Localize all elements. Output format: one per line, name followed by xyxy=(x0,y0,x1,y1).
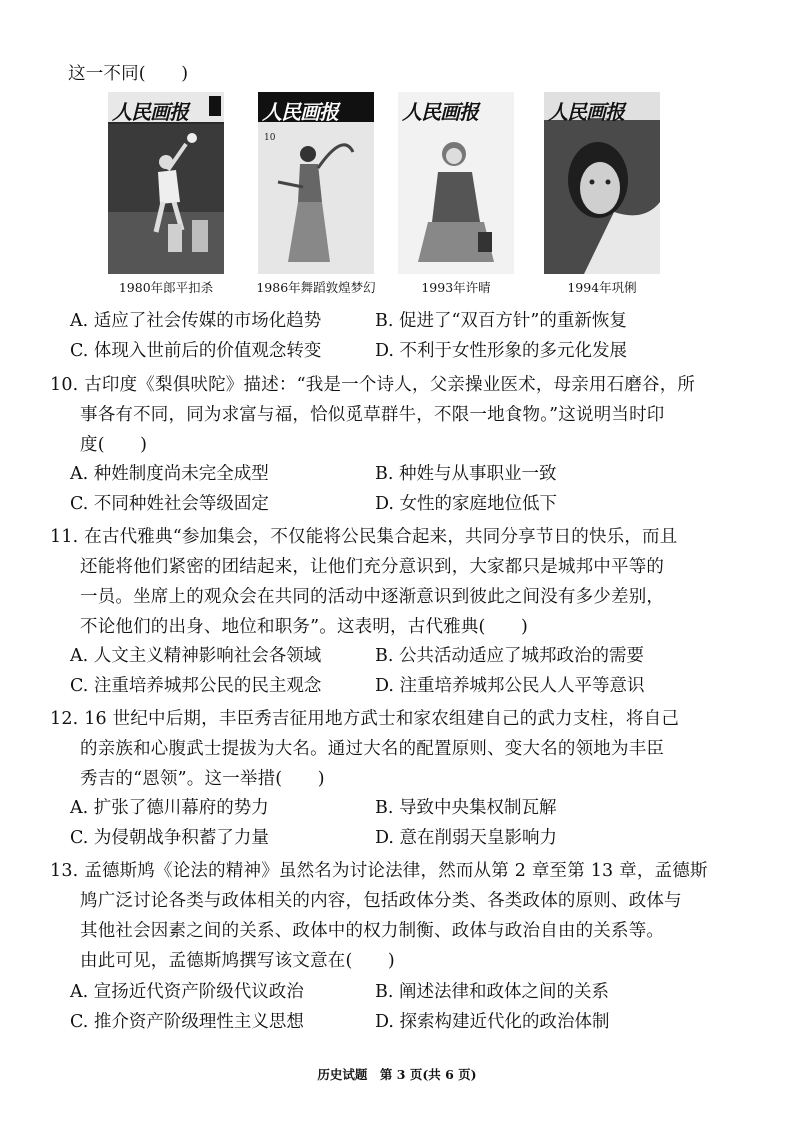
cover-masthead: 人民画报 xyxy=(402,100,478,124)
seated-woman-photo xyxy=(398,92,514,274)
cover-1986 xyxy=(258,92,374,274)
q12-stem-line: 的亲族和心腹武士提拔为大名。通过大名的配置原则、变大名的领地为丰臣 xyxy=(80,739,665,759)
q13-option-b[interactable]: B. 阐述法律和政体之间的关系 xyxy=(375,982,609,1002)
cover-caption: 1980年郎平扣杀 xyxy=(118,280,214,295)
q13-stem-line: 鸠广泛讨论各类与政体相关的内容，包括政体分类、各类政体的原则、政体与 xyxy=(80,891,682,911)
q13-option-c[interactable]: C. 推介资产阶级理性主义思想 xyxy=(70,1012,304,1032)
q13-stem-line: 其他社会因素之间的关系、政体中的权力制衡、政体与政治自由的关系等。 xyxy=(80,921,665,941)
q12-options-row2 xyxy=(70,825,710,851)
q12-option-d[interactable]: D. 意在削弱天皇影响力 xyxy=(375,828,558,848)
q9-options-row1 xyxy=(70,308,710,334)
q11-options-row1 xyxy=(70,643,710,669)
dancer-photo xyxy=(258,92,374,274)
q10-stem-line: 10. 古印度《梨俱吠陀》描述：“我是一个诗人，父亲操业医术，母亲用石磨谷，所 xyxy=(50,375,696,395)
q12-option-c[interactable]: C. 为侵朝战争积蓄了力量 xyxy=(70,828,269,848)
cover-caption: 1994年巩俐 xyxy=(567,280,637,295)
q11-option-b[interactable]: B. 公共活动适应了城邦政治的需要 xyxy=(375,646,644,666)
q9-option-a[interactable]: A. 适应了社会传媒的市场化趋势 xyxy=(70,311,322,331)
q9-option-b[interactable]: B. 促进了“双百方针”的重新恢复 xyxy=(375,311,627,331)
svg-text:10: 10 xyxy=(264,133,276,143)
cover-1980 xyxy=(108,92,224,274)
q13-stem-line: 13. 孟德斯鸠《论法的精神》虽然名为讨论法律，然而从第 2 章至第 13 章，孟德斯 xyxy=(50,861,708,881)
q12-stem-line: 秀吉的“恩领”。这一举措( ) xyxy=(80,769,325,789)
q9-option-d[interactable]: D. 不利于女性形象的多元化发展 xyxy=(375,341,628,361)
q10-options-row1 xyxy=(70,461,710,487)
portrait-photo xyxy=(544,92,660,274)
q13-options-row1 xyxy=(70,979,710,1005)
q10-option-c[interactable]: C. 不同种姓社会等级固定 xyxy=(70,494,269,514)
q10-stem-line: 事各有不同，同为求富与福，恰似觅草群牛，不限一地食物。”这说明当时印 xyxy=(80,405,665,425)
q10-option-d[interactable]: D. 女性的家庭地位低下 xyxy=(375,494,558,514)
q11-stem-line: 还能将他们紧密的团结起来，让他们充分意识到，大家都只是城邦中平等的 xyxy=(80,557,665,577)
q11-options-row2 xyxy=(70,673,710,699)
q10-option-b[interactable]: B. 种姓与从事职业一致 xyxy=(375,464,557,484)
q10-options-row2 xyxy=(70,491,710,517)
q11-stem-line: 不论他们的出身、地位和职务”。这表明，古代雅典( ) xyxy=(80,617,528,637)
q10-option-a[interactable]: A. 种姓制度尚未完全成型 xyxy=(70,464,269,484)
q9-option-c[interactable]: C. 体现入世前后的价值观念转变 xyxy=(70,341,322,361)
magazine-covers xyxy=(100,92,680,307)
cover-masthead: 人民画报 xyxy=(262,100,338,124)
cover-caption: 1993年许晴 xyxy=(421,280,491,295)
q12-options-row1 xyxy=(70,795,710,821)
q13-option-a[interactable]: A. 宣扬近代资产阶级代议政治 xyxy=(70,982,304,1002)
cover-masthead: 人民画报 xyxy=(112,100,188,124)
q11-option-a[interactable]: A. 人文主义精神影响社会各领域 xyxy=(70,646,322,666)
q9-options-row2 xyxy=(70,338,710,364)
q12-stem-line: 12. 16 世纪中后期，丰臣秀吉征用地方武士和家农组建自己的武力支柱，将自己 xyxy=(50,709,680,729)
q11-stem-line: 11. 在古代雅典“参加集会，不仅能将公民集合起来，共同分享节日的快乐，而且 xyxy=(50,527,678,547)
cover-1994 xyxy=(544,92,660,274)
q10-stem-line: 度( ) xyxy=(80,435,148,455)
cover-1993 xyxy=(398,92,514,274)
q13-options-row2 xyxy=(70,1009,710,1035)
q12-option-a[interactable]: A. 扩张了德川幕府的势力 xyxy=(70,798,269,818)
cover-caption: 1986年舞蹈敦煌梦幻 xyxy=(256,280,376,295)
volleyball-player-photo xyxy=(108,92,224,274)
q11-option-d[interactable]: D. 注重培养城邦公民人人平等意识 xyxy=(375,676,645,696)
q12-option-b[interactable]: B. 导致中央集权制瓦解 xyxy=(375,798,557,818)
q13-option-d[interactable]: D. 探索构建近代化的政治体制 xyxy=(375,1012,610,1032)
q13-stem-line: 由此可见，孟德斯鸠撰写该文意在( ) xyxy=(80,951,395,971)
q11-stem-line: 一员。坐席上的观众会在共同的活动中逐渐意识到彼此之间没有多少差别， xyxy=(80,587,665,607)
cover-masthead: 人民画报 xyxy=(548,100,624,124)
q11-option-c[interactable]: C. 注重培养城邦公民的民主观念 xyxy=(70,676,322,696)
q9-stem-tail: 这一不同( ) xyxy=(68,64,189,84)
page-footer: 历史试题 第 3 页(共 6 页) xyxy=(317,1067,477,1082)
